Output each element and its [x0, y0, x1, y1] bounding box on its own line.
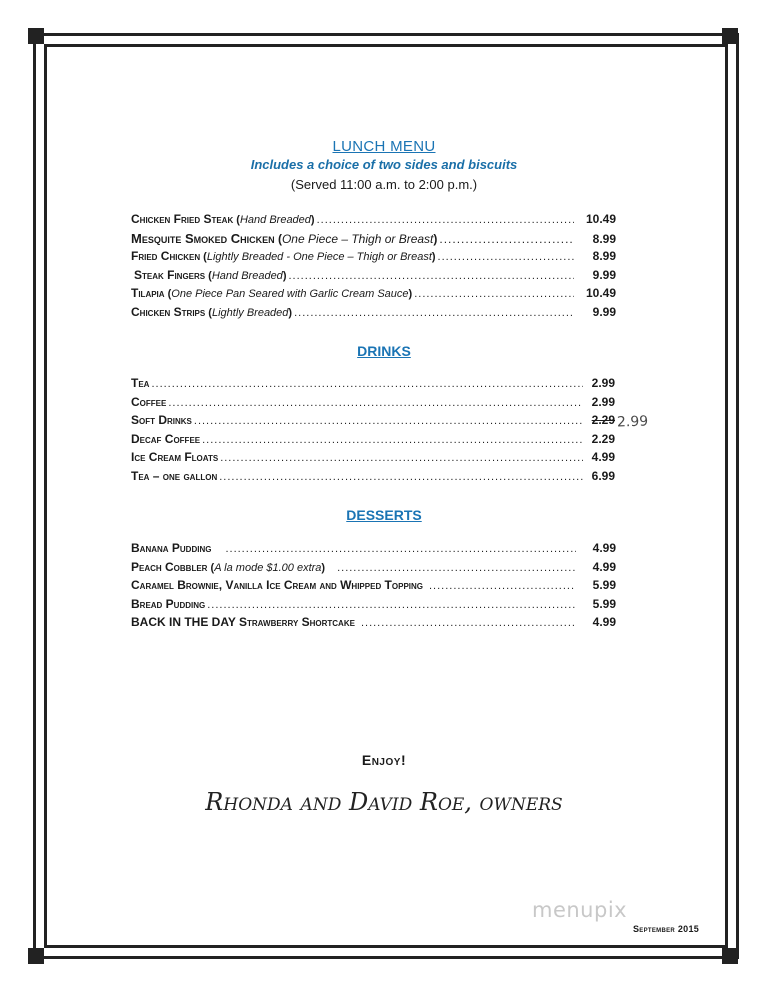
item-price: 8.99 [592, 231, 616, 246]
menu-item [131, 597, 616, 616]
item-name: Mesquite Smoked Chicken [131, 230, 275, 246]
menu-item [131, 395, 615, 414]
menu-item [131, 469, 615, 488]
item-price: 4.99 [592, 615, 616, 629]
lunch-subtitle: Includes a choice of two sides and biscuits [250, 157, 518, 172]
drinks-title: DRINKS [357, 343, 411, 359]
desserts-title: DESSERTS [346, 507, 422, 523]
item-note: Hand Breaded [239, 214, 311, 226]
item-name: Fried Chicken [131, 249, 201, 263]
handwritten-price-correction: 2.99 [616, 413, 649, 431]
watermark-logo: menupix [532, 898, 628, 922]
corner-ornament [28, 28, 44, 44]
item-name: Banana Pudding [131, 541, 212, 555]
item-price: 9.99 [592, 267, 616, 282]
item-price: 2.29 [591, 431, 615, 446]
item-note: Lightly Breaded [211, 306, 289, 319]
item-name: Tea [131, 376, 150, 390]
item-price: 6.99 [591, 468, 615, 483]
menu-item [131, 432, 615, 451]
item-price: 2.99 [591, 394, 615, 409]
menu-item: Peach Cobbler ( A la mode $1.00 extra ) ..... 4.99 [131, 560, 616, 579]
item-name: Coffee [131, 394, 167, 409]
menu-item [131, 578, 616, 597]
item-price: 9.99 [592, 304, 616, 319]
item-name: Caramel Brownie, Vanilla Ice Cream and Whipped Topping [131, 578, 423, 592]
item-note: Lightly Breaded - One Piece – Thigh or Breast [206, 251, 432, 263]
corner-ornament [722, 948, 738, 964]
drinks-items-list [131, 376, 615, 487]
item-name: Chicken Strips [131, 304, 206, 319]
owners-signature: Rhonda and David Roe, owners [205, 788, 563, 816]
lunch-served-hours: (Served 11:00 a.m. to 2:00 p.m.) [290, 177, 478, 192]
menu-item [131, 450, 615, 469]
menu-item: Tilapia ( One Piece Pan Seared with Garlic Cream Sauce ) ..... 10.49 [131, 286, 616, 305]
lunch-menu-title: LUNCH MENU [332, 138, 436, 155]
item-name: Ice Cream Floats [131, 450, 219, 464]
item-price: 5.99 [592, 578, 616, 592]
item-price: 4.99 [592, 541, 616, 555]
item-name: Soft Drinks [131, 413, 192, 427]
item-price: 5.99 [592, 596, 616, 611]
item-note: Hand Breaded [211, 269, 283, 282]
corner-ornament [722, 28, 738, 44]
item-note: A la mode $1.00 extra [214, 561, 322, 574]
menu-item: Mesquite Smoked Chicken ( One Piece – Thigh or Breast ) ..... 8.99 [131, 231, 616, 250]
menu-date: September 2015 [633, 924, 700, 934]
item-name: Chicken Fried Steak [131, 212, 234, 226]
item-name: BACK IN THE DAY Strawberry Shortcake [131, 615, 355, 629]
item-name: Tea – one gallon [131, 468, 218, 483]
corner-ornament [28, 948, 44, 964]
item-price: 10.49 [585, 286, 616, 300]
enjoy-text: Enjoy! [361, 752, 407, 768]
item-name: Steak Fingers [134, 267, 206, 282]
item-price: 2.99 [591, 376, 615, 390]
item-price: 10.49 [585, 212, 616, 226]
menu-item: Steak Fingers ( Hand Breaded ) ..... 9.99 [131, 268, 616, 287]
item-name: Tilapia [131, 286, 165, 300]
menu-item [131, 413, 615, 432]
item-name: Decaf Coffee [131, 431, 201, 446]
item-name: Peach Cobbler [131, 559, 208, 574]
item-name: Bread Pudding [131, 596, 206, 611]
desserts-items-list [131, 541, 616, 634]
lunch-items-list [131, 212, 616, 323]
item-price-struck: 2.29 [591, 413, 615, 427]
menu-item: Fried Chicken ( Lightly Breaded - One Piece – Thigh or Breast ) ..... 8.99 [131, 249, 616, 268]
item-note: One Piece – Thigh or Breast [281, 231, 434, 246]
item-price: 4.99 [591, 450, 615, 464]
menu-item: Chicken Strips ( Lightly Breaded ) ..... 9.99 [131, 305, 616, 324]
menu-item [131, 541, 616, 560]
menu-item [131, 376, 615, 395]
item-price: 8.99 [592, 249, 616, 263]
item-price: 4.99 [592, 559, 616, 574]
item-note: One Piece Pan Seared with Garlic Cream Sauce [171, 288, 409, 300]
menu-item [131, 615, 616, 634]
menu-item: Chicken Fried Steak ( Hand Breaded ) ..... 10.49 [131, 212, 616, 231]
